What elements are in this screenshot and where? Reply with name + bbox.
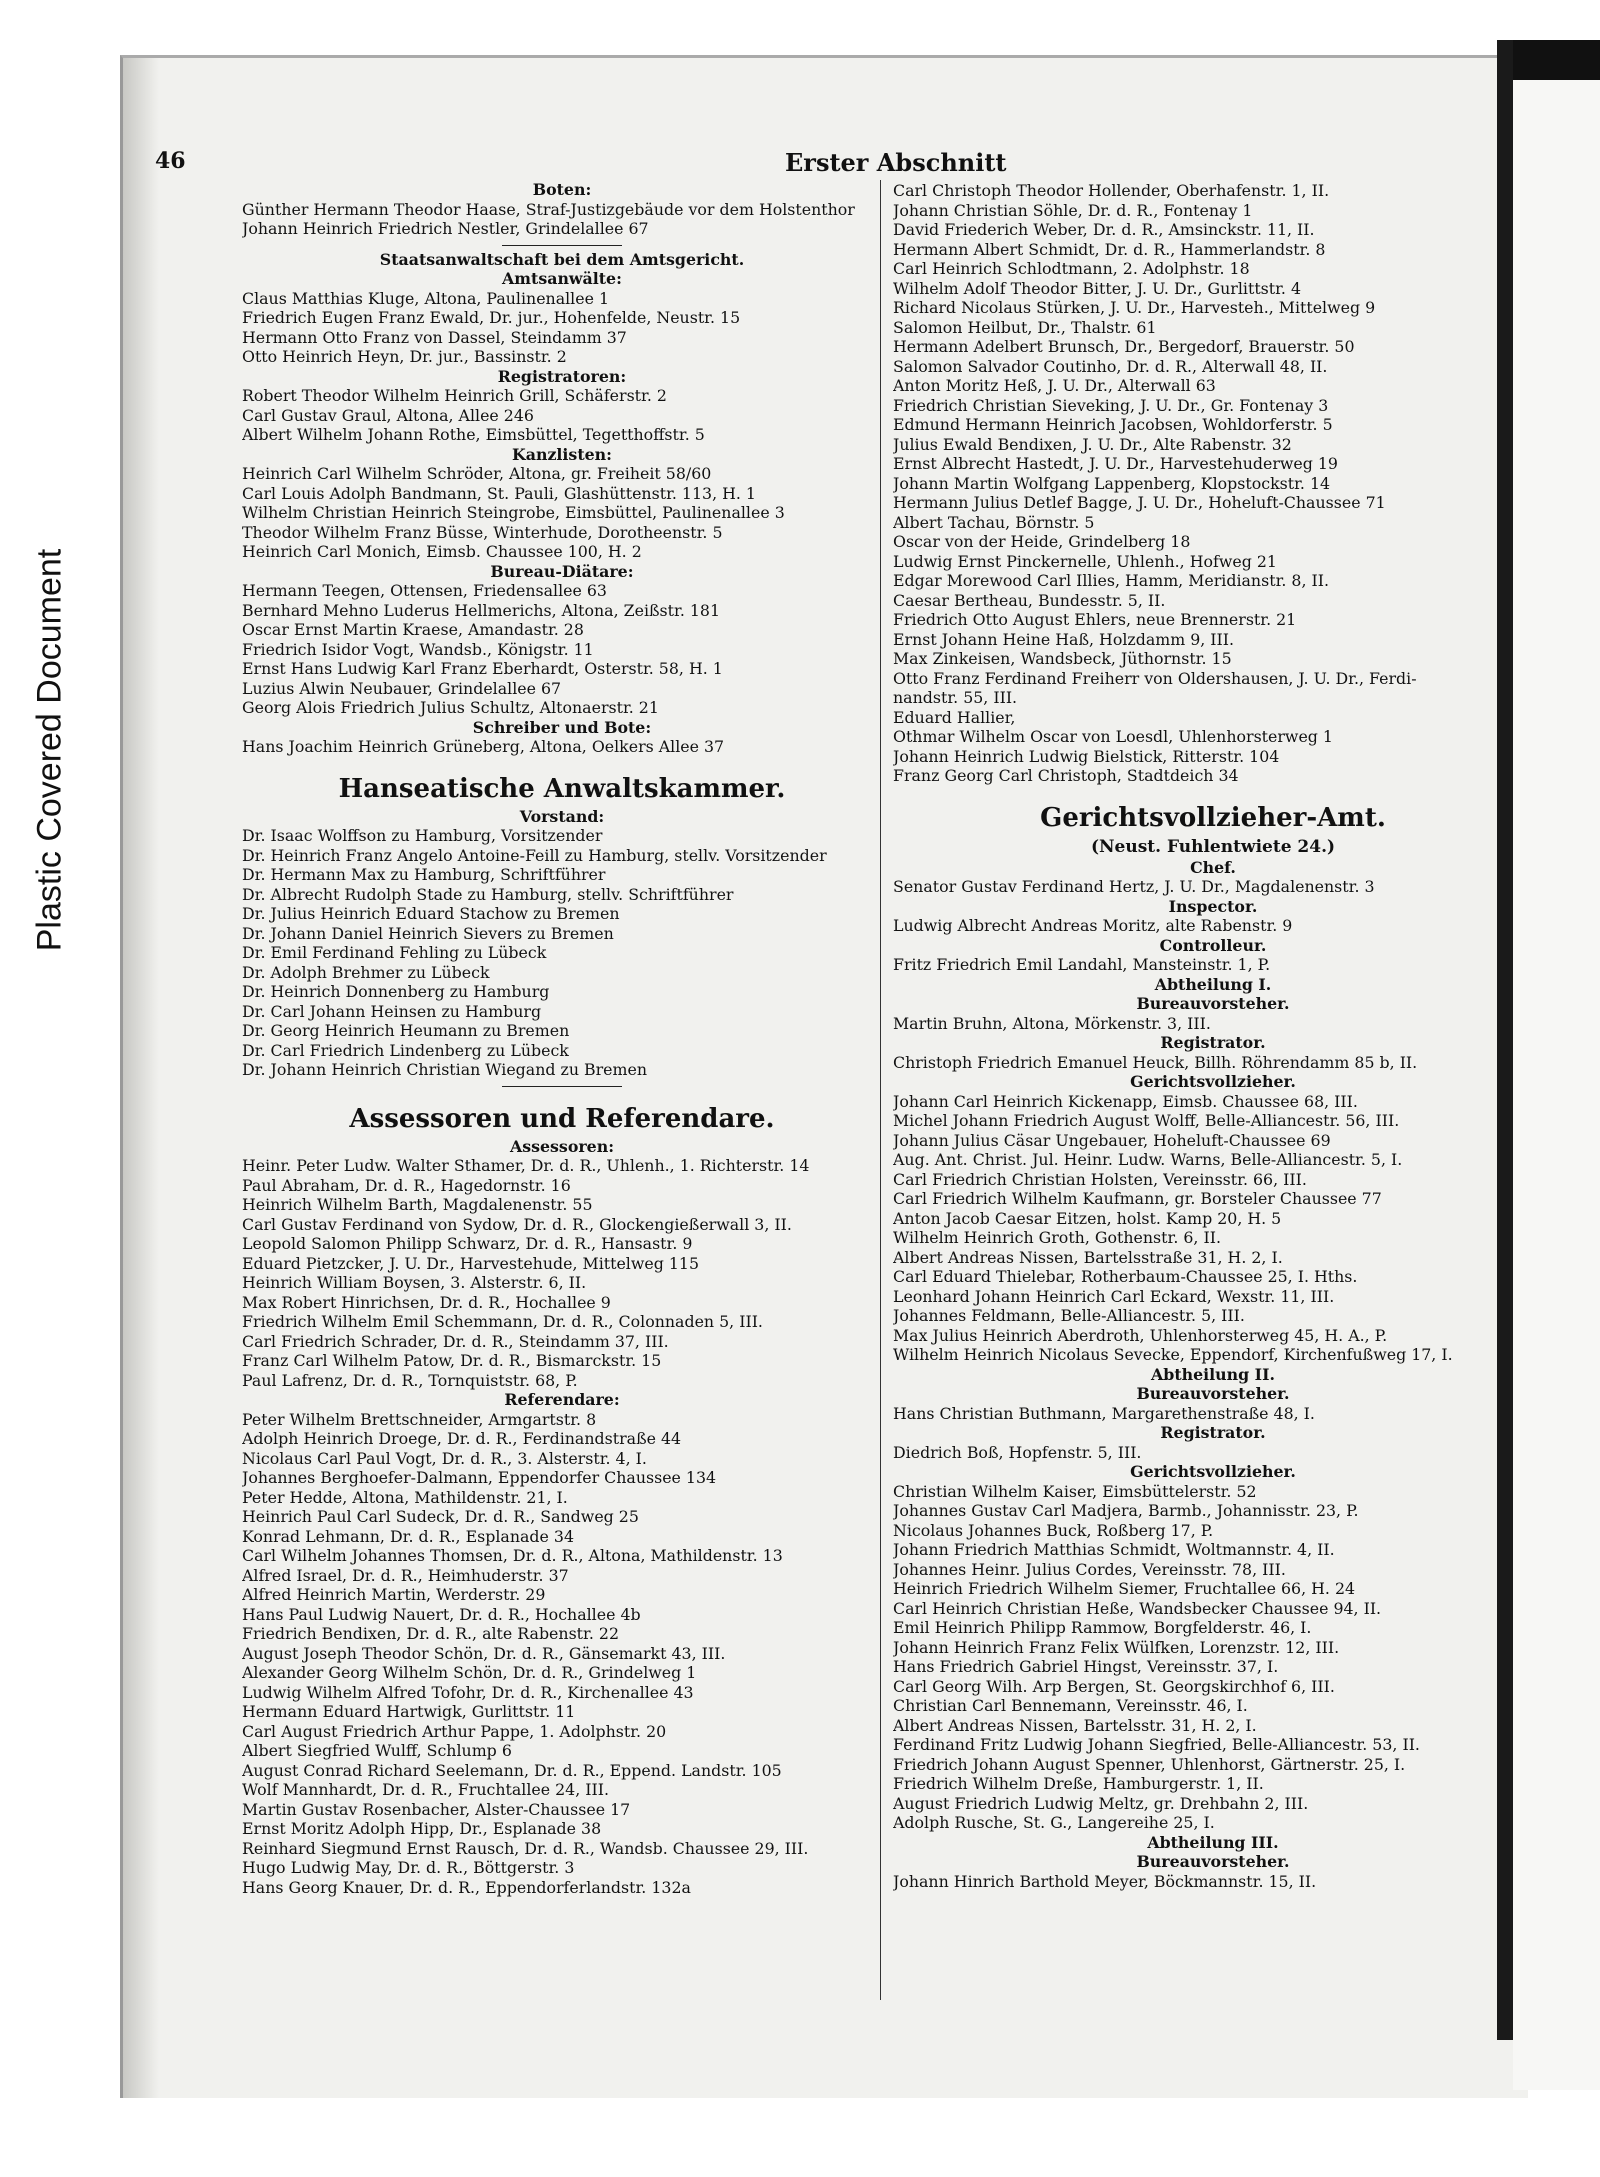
directory-entry: Johann Christian Söhle, Dr. d. R., Fontenay 1 <box>893 200 1253 220</box>
directory-entry: Eduard Pietzcker, J. U. Dr., Harvestehude, Mittelweg 115 <box>242 1253 699 1273</box>
directory-entry: Caesar Bertheau, Bundesstr. 5, II. <box>893 590 1166 610</box>
directory-entry: Othmar Wilhelm Oscar von Loesdl, Uhlenhorsterweg 1 <box>893 727 1333 746</box>
directory-entry: Johann Heinrich Ludwig Bielstick, Ritterstr. 104 <box>893 746 1280 766</box>
directory-entry: Johann Heinrich Friedrich Nestler, Grindelallee 67 <box>242 219 649 238</box>
directory-entry: Johann Hinrich Barthold Meyer, Böckmannstr. 15, II. <box>893 1871 1317 1891</box>
directory-entry: Salomon Heilbut, Dr., Thalstr. 61 <box>893 317 1157 337</box>
directory-entry: Albert Andreas Nissen, Bartelsstraße 31, H. 2, I. <box>893 1247 1283 1267</box>
directory-entry: Heinrich Paul Carl Sudeck, Dr. d. R., Sandweg 25 <box>242 1507 639 1526</box>
directory-entry: Oscar Ernst Martin Kraese, Amandastr. 28 <box>242 620 584 639</box>
directory-entry: Albert Andreas Nissen, Bartelsstr. 31, H. 2, I. <box>893 1715 1257 1735</box>
directory-entry: Adolph Heinrich Droege, Dr. d. R., Ferdinandstraße 44 <box>242 1429 682 1448</box>
page-header <box>155 148 1007 178</box>
directory-entry: Martin Gustav Rosenbacher, Alster-Chaussee 17 <box>242 1799 631 1819</box>
directory-entry: Alfred Israel, Dr. d. R., Heimhuderstr. 37 <box>242 1565 569 1585</box>
directory-entry: Albert Tachau, Börnstr. 5 <box>893 512 1095 532</box>
directory-entry: Emil Heinrich Philipp Rammow, Borgfelderstr. 46, I. <box>893 1618 1312 1637</box>
directory-entry: Wilhelm Adolf Theodor Bitter, J. U. Dr., Gurlittstr. 4 <box>893 278 1302 298</box>
directory-entry: Johannes Berghoefer-Dalmann, Eppendorfer Chaussee 134 <box>242 1468 717 1487</box>
section-heading: Assessoren und Referendare. <box>349 1103 775 1134</box>
directory-entry: Carl Louis Adolph Bandmann, St. Pauli, Glashüttenstr. 113, H. 1 <box>242 483 756 503</box>
subsection-heading: Registrator. <box>1160 1423 1266 1442</box>
directory-entry: Johannes Gustav Carl Madjera, Barmb., Johannisstr. 23, P. <box>893 1501 1359 1520</box>
directory-entry: Dr. Heinrich Franz Angelo Antoine-Feill zu Hamburg, stellv. Vorsitzender <box>242 845 827 865</box>
directory-entry: Alfred Heinrich Martin, Werderstr. 29 <box>242 1585 546 1604</box>
directory-entry: Luzius Alwin Neubauer, Grindelallee 67 <box>242 678 562 698</box>
directory-entry: Friedrich Eugen Franz Ewald, Dr. jur., Hohenfelde, Neustr. 15 <box>242 308 741 327</box>
directory-entry: Johann Julius Cäsar Ungebauer, Hoheluft-Chaussee 69 <box>893 1130 1331 1150</box>
directory-entry: Anton Moritz Heß, J. U. Dr., Alterwall 63 <box>893 376 1216 395</box>
directory-entry: Hans Friedrich Gabriel Hingst, Vereinsstr. 37, I. <box>893 1657 1279 1676</box>
column-divider <box>880 180 881 2000</box>
directory-entry: Friedrich Otto August Ehlers, neue Brennerstr. 21 <box>893 610 1297 629</box>
directory-entry: Anton Jacob Caesar Eitzen, holst. Kamp 20, H. 5 <box>893 1208 1282 1228</box>
directory-entry: Ludwig Ernst Pinckernelle, Uhlenh., Hofweg 21 <box>893 551 1277 571</box>
directory-entry: Christian Wilhelm Kaiser, Eimsbüttelerstr. 52 <box>893 1481 1257 1501</box>
directory-entry: Fritz Friedrich Emil Landahl, Mansteinstr. 1, P. <box>893 955 1271 974</box>
directory-entry: Leonhard Johann Heinrich Carl Eckard, Wexstr. 11, III. <box>893 1286 1335 1306</box>
subsection-heading: Bureauvorsteher. <box>1136 994 1290 1013</box>
section-heading: Gerichtsvollzieher-Amt. <box>1040 802 1386 833</box>
directory-entry: Hans Joachim Heinrich Grüneberg, Altona, Oelkers Allee 37 <box>242 737 725 756</box>
subsection-heading: Bureau-Diätare: <box>490 561 634 581</box>
section-heading: Hanseatische Anwaltskammer. <box>338 773 786 804</box>
directory-entry: Friedrich Isidor Vogt, Wandsb., Königstr. 11 <box>242 639 594 659</box>
directory-entry: Heinrich William Boysen, 3. Alsterstr. 6, II. <box>242 1273 587 1292</box>
directory-entry: Heinrich Carl Monich, Eimsb. Chaussee 100, H. 2 <box>242 542 642 561</box>
directory-entry: Carl Friedrich Christian Holsten, Vereinsstr. 66, III. <box>893 1169 1307 1189</box>
subsection-heading: Abtheilung I. <box>1154 974 1272 994</box>
side-label: Plastic Covered Document <box>30 548 69 952</box>
subsection-heading: Bureauvorsteher. <box>1136 1384 1290 1403</box>
directory-entry: Dr. Hermann Max zu Hamburg, Schriftführer <box>242 865 606 884</box>
directory-entry: Johannes Feldmann, Belle-Alliancestr. 5, III. <box>893 1306 1245 1325</box>
directory-entry: Otto Franz Ferdinand Freiherr von Oldershausen, J. U. Dr., Ferdi- <box>893 668 1417 688</box>
directory-entry: Franz Carl Wilhelm Patow, Dr. d. R., Bismarckstr. 15 <box>242 1351 662 1370</box>
directory-entry: Wilhelm Heinrich Nicolaus Sevecke, Eppendorf, Kirchenfußweg 17, I. <box>893 1345 1453 1364</box>
directory-entry: Konrad Lehmann, Dr. d. R., Esplanade 34 <box>242 1526 574 1546</box>
directory-entry: Peter Wilhelm Brettschneider, Armgartstr. 8 <box>242 1409 597 1429</box>
directory-entry: Friedrich Bendixen, Dr. d. R., alte Rabenstr. 22 <box>242 1624 619 1643</box>
subsection-heading: Schreiber und Bote: <box>472 717 652 737</box>
directory-entry: Otto Heinrich Heyn, Dr. jur., Bassinstr. 2 <box>242 347 567 366</box>
directory-entry: August Joseph Theodor Schön, Dr. d. R., Gänsemarkt 43, III. <box>242 1643 726 1663</box>
directory-entry: Friedrich Johann August Spenner, Uhlenhorst, Gärtnerstr. 25, I. <box>893 1754 1406 1774</box>
directory-entry: Alexander Georg Wilhelm Schön, Dr. d. R., Grindelweg 1 <box>242 1663 697 1682</box>
section-rule <box>502 245 622 246</box>
directory-entry: August Conrad Richard Seelemann, Dr. d. R., Eppend. Landstr. 105 <box>242 1760 782 1780</box>
directory-entry: Bernhard Mehno Luderus Hellmerichs, Altona, Zeißstr. 181 <box>242 600 721 620</box>
directory-entry: Friedrich Wilhelm Dreße, Hamburgerstr. 1, II. <box>893 1774 1264 1793</box>
directory-entry: Dr. Johann Heinrich Christian Wiegand zu Bremen <box>242 1060 648 1079</box>
page-gutter-shadow <box>123 58 159 2098</box>
directory-entry: Hermann Eduard Hartwigk, Gurlittstr. 11 <box>242 1702 576 1721</box>
subsection-heading: Controlleur. <box>1159 935 1267 955</box>
directory-entry: Paul Abraham, Dr. d. R., Hagedornstr. 16 <box>242 1175 571 1195</box>
subsection-heading: Abtheilung II. <box>1151 1364 1275 1384</box>
directory-entry: Max Julius Heinrich Aberdroth, Uhlenhorsterweg 45, H. A., P. <box>893 1325 1388 1345</box>
directory-entry: August Friedrich Ludwig Meltz, gr. Drehbahn 2, III. <box>893 1793 1309 1813</box>
directory-entry: Dr. Isaac Wolffson zu Hamburg, Vorsitzender <box>242 826 603 845</box>
section-title: Erster Abschnitt <box>785 148 1007 177</box>
subsection-heading: Chef. <box>1190 857 1236 877</box>
directory-entry: Albert Siegfried Wulff, Schlump 6 <box>242 1741 512 1760</box>
directory-entry: Heinr. Peter Ludw. Walter Sthamer, Dr. d. R., Uhlenh., 1. Richterstr. 14 <box>242 1156 810 1175</box>
subsection-heading: Registrator. <box>1160 1033 1266 1052</box>
subsection-heading: Abtheilung III. <box>1147 1832 1279 1852</box>
directory-entry: Senator Gustav Ferdinand Hertz, J. U. Dr., Magdalenenstr. 3 <box>893 877 1375 896</box>
directory-entry: Johann Carl Heinrich Kickenapp, Eimsb. Chaussee 68, III. <box>893 1091 1358 1111</box>
directory-entry: Hermann Albert Schmidt, Dr. d. R., Hammerlandstr. 8 <box>893 239 1326 259</box>
directory-entry: Carl Heinrich Christian Heße, Wandsbecker Chaussee 94, II. <box>893 1598 1382 1618</box>
directory-entry: Johannes Heinr. Julius Cordes, Vereinsstr. 78, III. <box>893 1559 1286 1579</box>
directory-entry: Friedrich Christian Sieveking, J. U. Dr., Gr. Fontenay 3 <box>893 395 1329 415</box>
section-rule <box>502 1086 622 1087</box>
directory-entry: Diedrich Boß, Hopfenstr. 5, III. <box>893 1442 1142 1462</box>
directory-entry: Georg Alois Friedrich Julius Schultz, Altonaerstr. 21 <box>242 698 659 717</box>
directory-entry: Oscar von der Heide, Grindelberg 18 <box>893 532 1191 551</box>
directory-entry: Aug. Ant. Christ. Jul. Heinr. Ludw. Warns, Belle-Alliancestr. 5, I. <box>893 1150 1403 1169</box>
directory-entry: Carl August Friedrich Arthur Pappe, 1. Adolphstr. 20 <box>242 1721 667 1741</box>
directory-entry: Martin Bruhn, Altona, Mörkenstr. 3, III. <box>893 1013 1211 1033</box>
subsection-heading: Boten: <box>532 180 592 199</box>
directory-entry: Wolf Mannhardt, Dr. d. R., Fruchtallee 24, III. <box>242 1780 609 1799</box>
directory-entry: Carl Eduard Thielebar, Rotherbaum-Chaussee 25, I. Hths. <box>893 1267 1358 1286</box>
directory-entry: Leopold Salomon Philipp Schwarz, Dr. d. R., Hansastr. 9 <box>242 1234 693 1253</box>
directory-entry: Hans Georg Knauer, Dr. d. R., Eppendorferlandstr. 132a <box>242 1877 691 1897</box>
subsection-heading: Assessoren: <box>509 1136 615 1156</box>
subsection-heading: Registratoren: <box>497 366 627 386</box>
directory-entry: Johann Martin Wolfgang Lappenberg, Klopstockstr. 14 <box>893 473 1331 493</box>
side-label-box <box>10 470 90 1030</box>
directory-entry: nandstr. 55, III. <box>893 688 1018 707</box>
directory-entry: Heinrich Wilhelm Barth, Magdalenenstr. 55 <box>242 1195 593 1214</box>
directory-entry: Max Zinkeisen, Wandsbeck, Jüthornstr. 15 <box>893 649 1232 668</box>
directory-entry: Carl Friedrich Schrader, Dr. d. R., Steindamm 37, III. <box>242 1331 669 1351</box>
directory-entry: Hugo Ludwig May, Dr. d. R., Böttgerstr. 3 <box>242 1858 575 1877</box>
directory-entry: Friedrich Wilhelm Emil Schemmann, Dr. d. R., Colonnaden 5, III. <box>242 1312 763 1331</box>
right-column <box>893 181 1533 1891</box>
directory-entry: Carl Gustav Ferdinand von Sydow, Dr. d. R., Glockengießerwall 3, II. <box>242 1214 792 1234</box>
directory-entry: Hermann Adelbert Brunsch, Dr., Bergedorf, Brauerstr. 50 <box>893 337 1355 356</box>
directory-entry: Julius Ewald Bendixen, J. U. Dr., Alte Rabenstr. 32 <box>893 434 1292 454</box>
directory-entry: Salomon Salvador Coutinho, Dr. d. R., Alterwall 48, II. <box>893 356 1328 376</box>
directory-entry: Johann Friedrich Matthias Schmidt, Woltmannstr. 4, II. <box>893 1540 1335 1559</box>
directory-entry: Nicolaus Carl Paul Vogt, Dr. d. R., 3. Alsterstr. 4, I. <box>242 1448 647 1468</box>
directory-entry: Carl Friedrich Wilhelm Kaufmann, gr. Borsteler Chaussee 77 <box>893 1189 1382 1208</box>
subsection-heading: Kanzlisten: <box>512 444 612 464</box>
directory-entry: Ernst Hans Ludwig Karl Franz Eberhardt, Osterstr. 58, H. 1 <box>242 659 723 678</box>
directory-entry: Adolph Rusche, St. G., Langereihe 25, I. <box>893 1813 1215 1832</box>
subsection-heading: (Neust. Fuhlentwiete 24.) <box>1090 836 1336 857</box>
directory-entry: Michel Johann Friedrich August Wolff, Belle-Alliancestr. 56, III. <box>893 1111 1400 1130</box>
directory-entry: Hans Christian Buthmann, Margarethenstraße 48, I. <box>893 1403 1315 1423</box>
directory-entry: David Friederich Weber, Dr. d. R., Amsinckstr. 11, II. <box>893 220 1315 239</box>
directory-entry: Albert Wilhelm Johann Rothe, Eimsbüttel, Tegetthoffstr. 5 <box>242 425 705 444</box>
directory-entry: Richard Nicolaus Stürken, J. U. Dr., Harvesteh., Mittelweg 9 <box>893 298 1376 317</box>
subsection-heading: Staatsanwaltschaft bei dem Amtsgericht. <box>379 249 745 269</box>
subsection-heading: Amtsanwälte: <box>502 269 622 288</box>
page-number: 46 <box>155 148 186 174</box>
directory-entry: Johann Heinrich Franz Felix Wülfken, Lorenzstr. 12, III. <box>893 1637 1340 1657</box>
directory-entry: Hermann Julius Detlef Bagge, J. U. Dr., Hoheluft-Chaussee 71 <box>893 493 1386 512</box>
directory-entry: Carl Georg Wilh. Arp Bergen, St. Georgskirchhof 6, III. <box>893 1676 1335 1696</box>
directory-entry: Dr. Julius Heinrich Eduard Stachow zu Bremen <box>242 904 620 923</box>
directory-entry: Ernst Johann Heine Haß, Holzdamm 9, III. <box>893 629 1235 649</box>
directory-entry: Hermann Teegen, Ottensen, Friedensallee 63 <box>242 581 607 600</box>
directory-entry: Dr. Georg Heinrich Heumann zu Bremen <box>242 1021 570 1040</box>
directory-entry: Carl Heinrich Schlodtmann, 2. Adolphstr. 18 <box>893 259 1250 278</box>
subsection-heading: Vorstand: <box>519 806 605 826</box>
directory-entry: Hans Paul Ludwig Nauert, Dr. d. R., Hochallee 4b <box>242 1604 641 1624</box>
subsection-heading: Referendare: <box>504 1390 620 1409</box>
subsection-heading: Gerichtsvollzieher. <box>1130 1072 1296 1091</box>
directory-entry: Reinhard Siegmund Ernst Rausch, Dr. d. R., Wandsb. Chaussee 29, III. <box>242 1838 809 1858</box>
directory-entry: Peter Hedde, Altona, Mathildenstr. 21, I. <box>242 1487 568 1507</box>
left-column <box>242 180 882 1897</box>
directory-entry: Wilhelm Christian Heinrich Steingrobe, Eimsbüttel, Paulinenallee 3 <box>242 503 785 522</box>
directory-entry: Dr. Adolph Brehmer zu Lübeck <box>242 962 490 982</box>
directory-entry: Carl Christoph Theodor Hollender, Oberhafenstr. 1, II. <box>893 181 1330 200</box>
subsection-heading: Inspector. <box>1168 896 1258 916</box>
directory-entry: Nicolaus Johannes Buck, Roßberg 17, P. <box>893 1520 1214 1540</box>
directory-entry: Carl Wilhelm Johannes Thomsen, Dr. d. R., Altona, Mathildenstr. 13 <box>242 1546 783 1565</box>
directory-entry: Ernst Albrecht Hastedt, J. U. Dr., Harvestehuderweg 19 <box>893 454 1338 473</box>
directory-entry: Franz Georg Carl Christoph, Stadtdeich 34 <box>893 766 1239 785</box>
directory-entry: Ernst Moritz Adolph Hipp, Dr., Esplanade 38 <box>242 1819 602 1838</box>
directory-entry: Theodor Wilhelm Franz Büsse, Winterhude, Dorotheenstr. 5 <box>242 522 723 542</box>
directory-entry: Heinrich Carl Wilhelm Schröder, Altona, gr. Freiheit 58/60 <box>242 464 712 483</box>
directory-entry: Edmund Hermann Heinrich Jacobsen, Wohldorferstr. 5 <box>893 415 1333 434</box>
directory-entry: Max Robert Hinrichsen, Dr. d. R., Hochallee 9 <box>242 1292 611 1312</box>
subsection-heading: Bureauvorsteher. <box>1136 1852 1290 1871</box>
directory-entry: Eduard Hallier, <box>893 707 1016 727</box>
directory-entry: Ferdinand Fritz Ludwig Johann Siegfried, Belle-Alliancestr. 53, II. <box>893 1735 1420 1754</box>
directory-entry: Ludwig Albrecht Andreas Moritz, alte Rabenstr. 9 <box>893 916 1293 935</box>
directory-entry: Dr. Heinrich Donnenberg zu Hamburg <box>242 982 550 1001</box>
directory-entry: Dr. Albrecht Rudolph Stade zu Hamburg, stellv. Schriftführer <box>242 884 734 904</box>
directory-entry: Günther Hermann Theodor Haase, Straf-Justizgebäude vor dem Holstenthor <box>242 199 855 219</box>
directory-entry: Christian Carl Bennemann, Vereinsstr. 46, I. <box>893 1696 1248 1715</box>
directory-entry: Edgar Morewood Carl Illies, Hamm, Meridianstr. 8, II. <box>893 571 1330 590</box>
directory-entry: Claus Matthias Kluge, Altona, Paulinenallee 1 <box>242 288 610 308</box>
directory-entry: Dr. Carl Friedrich Lindenberg zu Lübeck <box>242 1040 569 1060</box>
directory-entry: Robert Theodor Wilhelm Heinrich Grill, Schäferstr. 2 <box>242 386 667 405</box>
directory-entry: Carl Gustav Graul, Altona, Allee 246 <box>242 405 534 425</box>
directory-entry: Dr. Johann Daniel Heinrich Sievers zu Bremen <box>242 923 614 943</box>
directory-entry: Hermann Otto Franz von Dassel, Steindamm 37 <box>242 327 627 347</box>
directory-entry: Ludwig Wilhelm Alfred Tofohr, Dr. d. R., Kirchenallee 43 <box>242 1682 694 1702</box>
directory-entry: Christoph Friedrich Emanuel Heuck, Billh. Röhrendamm 85 b, II. <box>893 1052 1418 1072</box>
directory-entry: Heinrich Friedrich Wilhelm Siemer, Fruchtallee 66, H. 24 <box>893 1579 1356 1598</box>
directory-entry: Wilhelm Heinrich Groth, Gothenstr. 6, II. <box>893 1228 1221 1247</box>
directory-entry: Dr. Carl Johann Heinsen zu Hamburg <box>242 1001 542 1021</box>
directory-entry: Dr. Emil Ferdinand Fehling zu Lübeck <box>242 943 547 962</box>
directory-entry: Paul Lafrenz, Dr. d. R., Tornquiststr. 68, P. <box>242 1370 578 1390</box>
subsection-heading: Gerichtsvollzieher. <box>1130 1462 1296 1481</box>
